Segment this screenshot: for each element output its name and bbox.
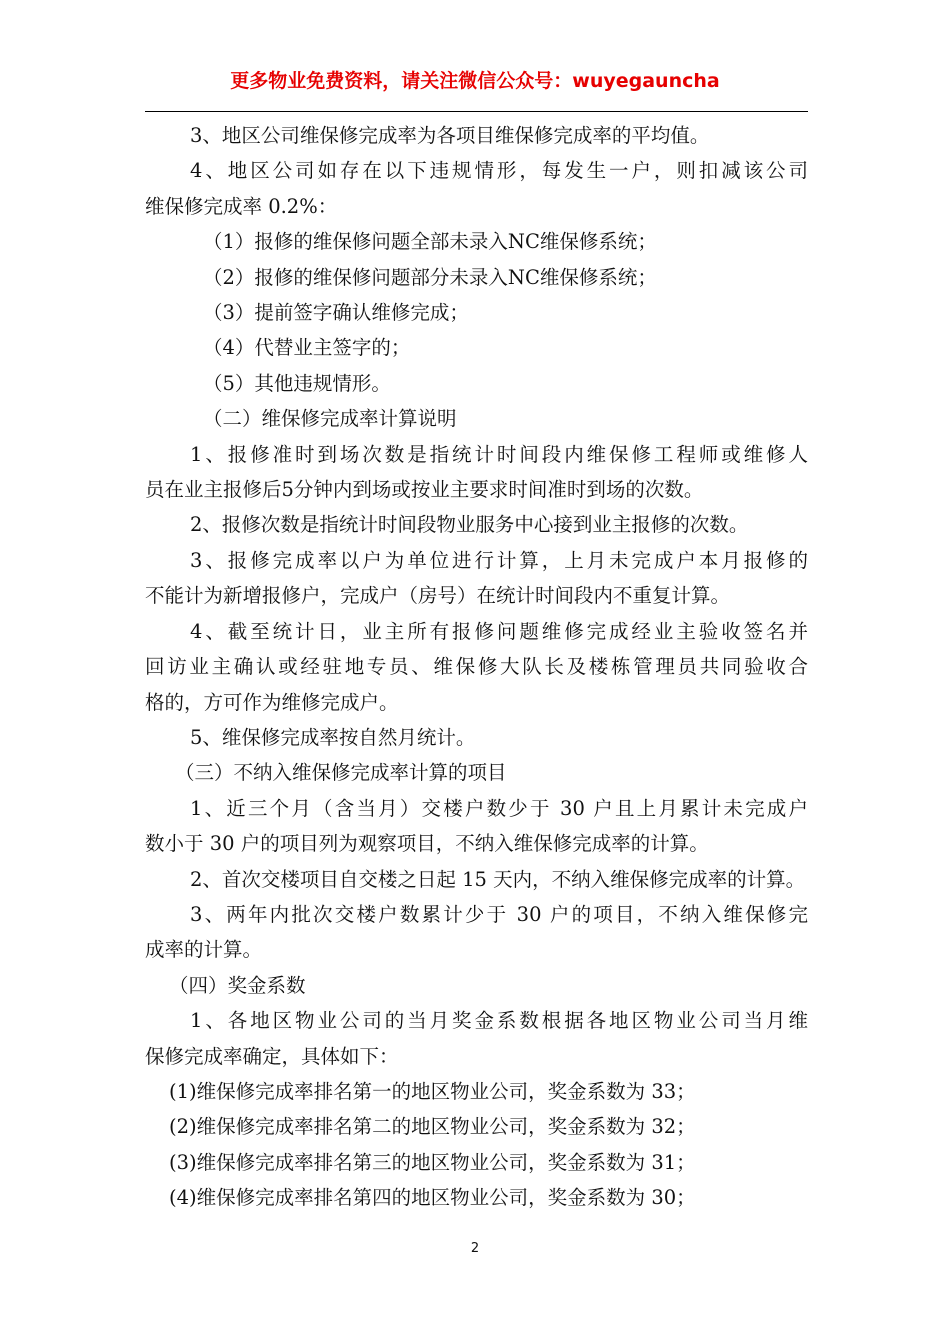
paragraph-line: 员在业主报修后5分钟内到场或按业主要求时间准时到场的次数。 [145,478,704,502]
paragraph-line: 2、首次交楼项目自交楼之日起 15 天内，不纳入维保修完成率的计算。 [190,867,806,891]
paragraph-line: 3、两年内批次交楼户数累计少于 30 户的项目，不纳入维保修完 [190,902,808,926]
paragraph-line: 成率的计算。 [145,938,263,962]
document-body [145,118,808,1216]
paragraph-line: 1、报修准时到场次数是指统计时间段内维保修工程师或维修人 [190,442,808,466]
paragraph-line: 数小于 30 户的项目列为观察项目，不纳入维保修完成率的计算。 [145,832,709,856]
paragraph-line: 不能计为新增报修户，完成户（房号）在统计时间段内不重复计算。 [145,584,731,608]
list-item: (1)维保修完成率排名第一的地区物业公司，奖金系数为 33； [169,1079,696,1103]
paragraph-line: 4、截至统计日，业主所有报修问题维修完成经业主验收签名并 [190,619,808,643]
paragraph-line: 保修完成率确定，具体如下： [145,1044,399,1068]
section-heading: （四）奖金系数 [169,973,306,997]
paragraph-line: 5、维保修完成率按自然月统计。 [190,725,476,749]
section-heading: （三）不纳入维保修完成率计算的项目 [175,761,507,785]
paragraph-line: 1、各地区物业公司的当月奖金系数根据各地区物业公司当月维 [190,1009,808,1033]
paragraph-line: 3、报修完成率以户为单位进行计算，上月未完成户本月报修的 [190,548,808,572]
list-item: （4）代替业主签字的； [203,336,411,360]
paragraph-line: 1、近三个月（含当月）交楼户数少于 30 户且上月累计未完成户 [190,796,808,820]
list-item: （5）其他违规情形。 [203,371,391,395]
list-item: （1）报修的维保修问题全部未录入NC维保修系统； [203,230,657,254]
section-heading: （二）维保修完成率计算说明 [203,407,457,431]
paragraph-line: 格的，方可作为维修完成户。 [145,690,399,714]
list-item: （2）报修的维保修问题部分未录入NC维保修系统； [203,265,657,289]
list-item: （3）提前签字确认维修完成； [203,301,469,325]
page-header-banner: 更多物业免费资料，请关注微信公众号：wuyegauncha [230,70,720,92]
list-item: (4)维保修完成率排名第四的地区物业公司，奖金系数为 30； [169,1186,696,1210]
list-item: (2)维保修完成率排名第二的地区物业公司，奖金系数为 32； [169,1115,696,1139]
header-rule [145,111,808,112]
paragraph-line: 2、报修次数是指统计时间段物业服务中心接到业主报修的次数。 [190,513,749,537]
list-item: (3)维保修完成率排名第三的地区物业公司，奖金系数为 31； [169,1150,696,1174]
paragraph-line: 维保修完成率 0.2%： [145,194,338,218]
paragraph-line: 4、地区公司如存在以下违规情形，每发生一户，则扣减该公司 [190,159,808,183]
paragraph-line: 回访业主确认或经驻地专员、维保修大队长及楼栋管理员共同验收合 [145,655,808,679]
page-number: 2 [470,1241,480,1256]
paragraph-line: 3、地区公司维保修完成率为各项目维保修完成率的平均值。 [190,124,710,147]
